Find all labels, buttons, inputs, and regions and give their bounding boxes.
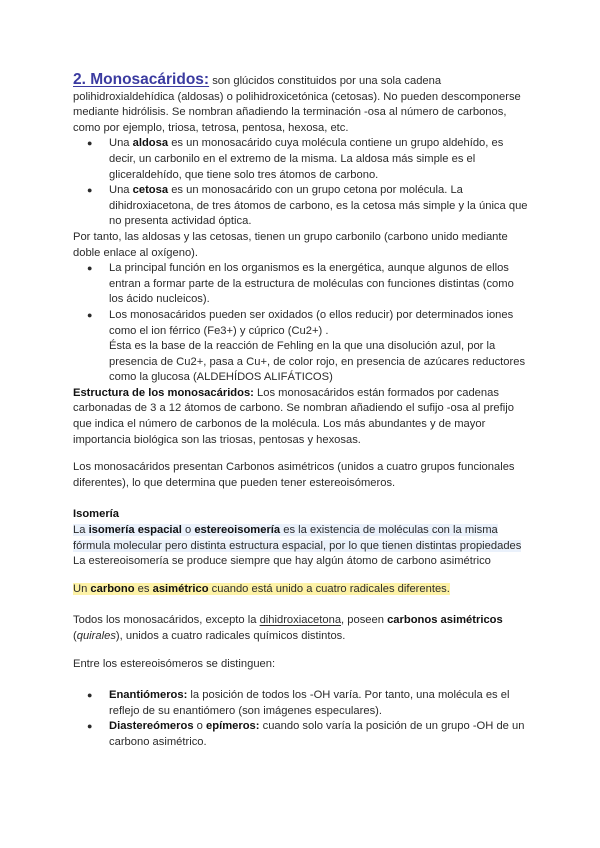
term-carbono: carbono <box>90 582 135 595</box>
intro-paragraph <box>73 72 528 136</box>
carbon-paragraph <box>73 582 528 598</box>
structure-text: Los monosacáridos están formados por cadenas carbonadas de 3 a 12 átomos de carbono. Se nombran añadiendo el sufijo -osa al prefijo que indica el número de carbonos de la molécula. Los más abundantes y de mayor importancia biológica son las triosas, pentosas y hexosas. <box>73 386 514 446</box>
definition-paragraph <box>73 523 528 554</box>
text: , poseen <box>341 614 388 627</box>
fehling-text: Ésta es la base de la reacción de Fehling en la que una disolución azul, por la presencia de Cu2+, pasa a Cu+, de color rojo, en presencia de azúcares reductores como la glucosa (ALDEHÍDOS ALIFÁTICOS) <box>109 340 526 384</box>
stereoisomers-list <box>73 688 528 750</box>
text: ( <box>73 630 77 642</box>
spacer <box>73 645 528 657</box>
highlight-yellow <box>73 583 450 595</box>
list-item-enantiomeros <box>109 688 528 719</box>
structure-label: Estructura de los monosacáridos: <box>73 386 254 399</box>
section-title: 2. Monosacáridos: <box>73 71 210 88</box>
spacer <box>73 448 528 460</box>
functions-list <box>73 261 528 386</box>
text: Un <box>73 582 91 595</box>
structure-paragraph <box>73 386 528 448</box>
note-paragraph: La estereoisomería se produce siempre que hay algún átomo de carbono asimétrico <box>73 555 491 568</box>
term-estereoisomeria: estereoisomería <box>194 524 281 537</box>
spacer <box>73 491 528 507</box>
spacer <box>73 597 528 613</box>
item-text: Una <box>109 137 133 150</box>
asymmetric-paragraph: Los monosacáridos presentan Carbonos asimétricos (unidos a cuatro grupos funcionales diferentes), lo que determina que pueden tener estereoisómeros. <box>73 461 515 489</box>
spacer <box>73 570 528 582</box>
term-quirales: quirales <box>76 630 116 642</box>
list-item-cetosa <box>109 183 528 230</box>
term-isomeria-espacial: isomería espacial <box>88 524 182 537</box>
text: es la existencia de moléculas con la misma fórmula molecular pero distinta estructura espacial, por lo que tienen distintas propiedades <box>73 524 522 552</box>
text: ), unidos a cuatro radicales químicos distintos. <box>115 630 346 642</box>
item-text: es un monosacárido con un grupo cetona por molécula. La dihidroxiacetona, de tres átomos de carbono, es la cetosa más simple y la única que no presenta actividad óptica. <box>109 184 528 228</box>
term-enantiomeros: Enantiómeros: <box>109 689 188 702</box>
text: cuando está unido a cuatro radicales diferentes. <box>208 582 450 595</box>
text: o <box>193 720 207 733</box>
text: o <box>181 524 195 537</box>
item-text: Una <box>109 184 133 197</box>
underlined-dihidroxiacetona: dihidroxiacetona <box>259 614 342 627</box>
list-item-function: ● La principal función en los organismos es la energética, aunque algunos de ellos entran a formar parte de la estructura de moléculas con funciones distintas (como los ácido nucleicos). <box>109 261 528 308</box>
term-diastereomeros: Diastereómeros <box>109 720 194 733</box>
term-epimeros: epímeros: <box>206 720 260 733</box>
isomeria-heading: Isomería <box>73 508 120 521</box>
item-text: la posición de todos los -OH varía. Por tanto, una molécula es el reflejo de su enantiómero (son imágenes especulares). <box>109 689 510 717</box>
text: Todos los monosacáridos, excepto la <box>73 614 260 627</box>
list-item-diastereomeros <box>109 719 528 750</box>
text: La <box>73 524 89 537</box>
types-list <box>73 136 528 230</box>
spacer <box>73 672 528 688</box>
all-monosaccharides-paragraph <box>73 613 528 644</box>
term-asimetrico: asimétrico <box>152 582 209 595</box>
term-aldosa: aldosa <box>132 137 169 150</box>
item-text: cuando solo varía la posición de un grupo -OH de un carbono asimétrico. <box>109 720 525 748</box>
list-item-oxidation <box>109 308 528 386</box>
intro-text: son glúcidos constituidos por una sola cadena polihidroxialdehídica (aldosas) o polihidroxicetónica (cetosas). No pueden descomponerse mediante hidrólisis. Se nombran añadiendo la terminación -osa al número de carbonos, como por ejemplo, triosa, tetrosa, pentosa, hexosa, etc. <box>73 75 521 134</box>
highlight-blue <box>73 524 521 552</box>
stereoisomers-intro: Entre los estereoisómeros se distinguen: <box>73 657 276 670</box>
item-text: Los monosacáridos pueden ser oxidados (o ellos reducir) por determinados iones como el ion férrico (Fe3+) y cúprico (Cu2+) . <box>109 308 514 337</box>
list-item-aldosa <box>109 136 528 183</box>
term-cetosa: cetosa <box>132 184 169 197</box>
text: es <box>134 582 153 595</box>
item-text: es un monosacárido cuya molécula contiene un grupo aldehído, es decir, un carbonilo en el extremo de la misma. La aldosa más simple es el gliceraldehído, que tiene solo tres átomos de carbono. <box>109 137 504 181</box>
carbonyl-paragraph: Por tanto, las aldosas y las cetosas, tienen un grupo carbonilo (carbono unido mediante doble enlace al oxígeno). <box>73 230 508 259</box>
term-carbonos-asimetricos: carbonos asimétricos <box>387 614 503 627</box>
